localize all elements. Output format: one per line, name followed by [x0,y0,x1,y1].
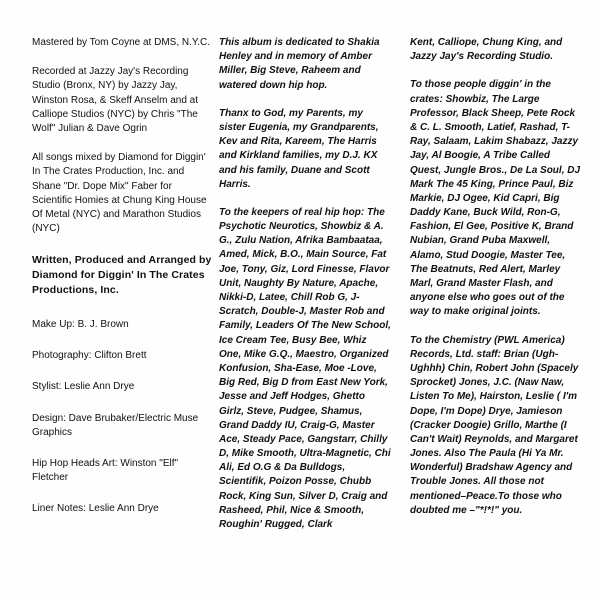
keepers-text: To the keepers of real hip hop: The Psychotic Neurotics, Showbiz & A. G., Zulu Nation, Afrika Bambaataa, Amed, Mick, B.O., Main Source, Fat Joe, Tony, Giz, Lord Finesse, Flavor Unit, Naughty By Nature, Apache, Nikki-D, Latee, Chill Rob G, J-Scratch, Double-J, Master Rob and Family, Leaders Of The New School, Ice Cream Tee, Busy Bee, Whiz One, Mike G.Q., Maestro, Organized Konfusion, Sha-Ease, Moe -Love, Big Red, Big D from East New York, Jesse and Jeff Hodges, Ghetto Girlz, Steve, Pudgee, Shamus, Grand Daddy IU, Craig-G, Master Ace, Steady Pace, Gangstarr, Chilly D, Mike Smooth, Ultra-Magnetic, Chi Ali, Ed O.G & Da Bulldogs, Scientifik, Poizon Posse, Chubb Rock, King Sun, Silver D, Craig and Rasheed, Phil, Nice & Smooth, Roughin' Rugged, Clark [219,206,391,530]
photography-credit: Photography: Clifton Brett [32,350,147,362]
continued-text: Kent, Calliope, Chung King, and Jazzy Jay's Recording Studio. [410,37,563,63]
liner-notes-credit: Liner Notes: Leslie Ann Drye [32,503,159,515]
mixing-credit: All songs mixed by Diamond for Diggin' In The Crates Production, Inc. and Shane "Dr. Dope Mix" Faber for Scientific Homies at Chung King House Of Metal (NYC) and Marathon Studios (NYC) [32,152,207,235]
makeup-credit: Make Up: B. J. Brown [32,318,129,330]
dedication-text: This album is dedicated to Shakia Henley and in memory of Amber Miller, Big Steve, Raheem and watered down hip hop. [219,37,380,91]
credits-column [32,36,212,533]
crate-diggers-text: To those people diggin' in the crates: Showbiz, The Large Professor, Black Sheep, Pete Rock & C. L. Smooth, Latief, Rashad, T-Ray, Salaam, Lakim Shabazz, Jazzy Jay, Al Boogie, A Tribe Called Quest, Jungle Bros., De La Soul, DJ Mark The 45 King, Prince Paul, Biz Markie, DJ Ogee, Kid Capri, Big Daddy Kane, Buck Wild, Ron-G, Fashion, El Gee, Positive K, Brand Nubian, Grand Puba Maxwell, Alamo, Stud Doogie, Master Tee, The Beatnuts, Red Alert, Marley Marl, Grand Master Flash, and anyone else who goes out of the way to make original joints. [410,79,581,318]
mastering-credit: Mastered by Tom Coyne at DMS, N.Y.C. [32,37,211,48]
recording-credit: Recorded at Jazzy Jay's Recording Studio (Bronx, NY) by Jazzy Jay, Winston Rosa, & Skeff Anselm and at Calliope Studios (NYC) by Chris "The Wolf" Julian & Dave Ogrin [32,66,199,134]
art-credit: Hip Hop Heads Art: Winston "Elf" Fletcher [32,457,179,484]
stylist-credit: Stylist: Leslie Ann Drye [32,381,135,393]
design-credit: Design: Dave Brubaker/Electric Muse Graphics [32,412,199,438]
shoutouts-column [410,36,582,532]
production-credit-heading: Written, Produced and Arranged by Diamond for Diggin' In The Crates Productions, Inc. [32,254,212,297]
thanks-text: Thanx to God, my Parents, my sister Eugenia, my Grandparents, Kev and Rita, Kareem, The Harris and Kirkland families, my D.J. KX and his family, Duane and Scott Harris. [219,107,379,190]
dedication-column [219,36,391,546]
label-staff-text: To the Chemistry (PWL America) Records, Ltd. staff: Brian (Ugh-Ughhh) Chin, Robert John (Spacely Sprocket) Jones, J.C. (Naw Naw, Listen To Me), Hairston, Leslie ( I'm Dope, I'm Dope) Drye, Jamieson (Cracker Doogie) Grillo, Marthe (I Can't Wait) Reynolds, and Margaret Jones. Also The Paula (Hi Ya Mr. Wonderful) Bradshaw Agency and Trouble Jones. All those not mentioned–Peace.To those who doubted me –"*!*!" you. [410,334,579,516]
